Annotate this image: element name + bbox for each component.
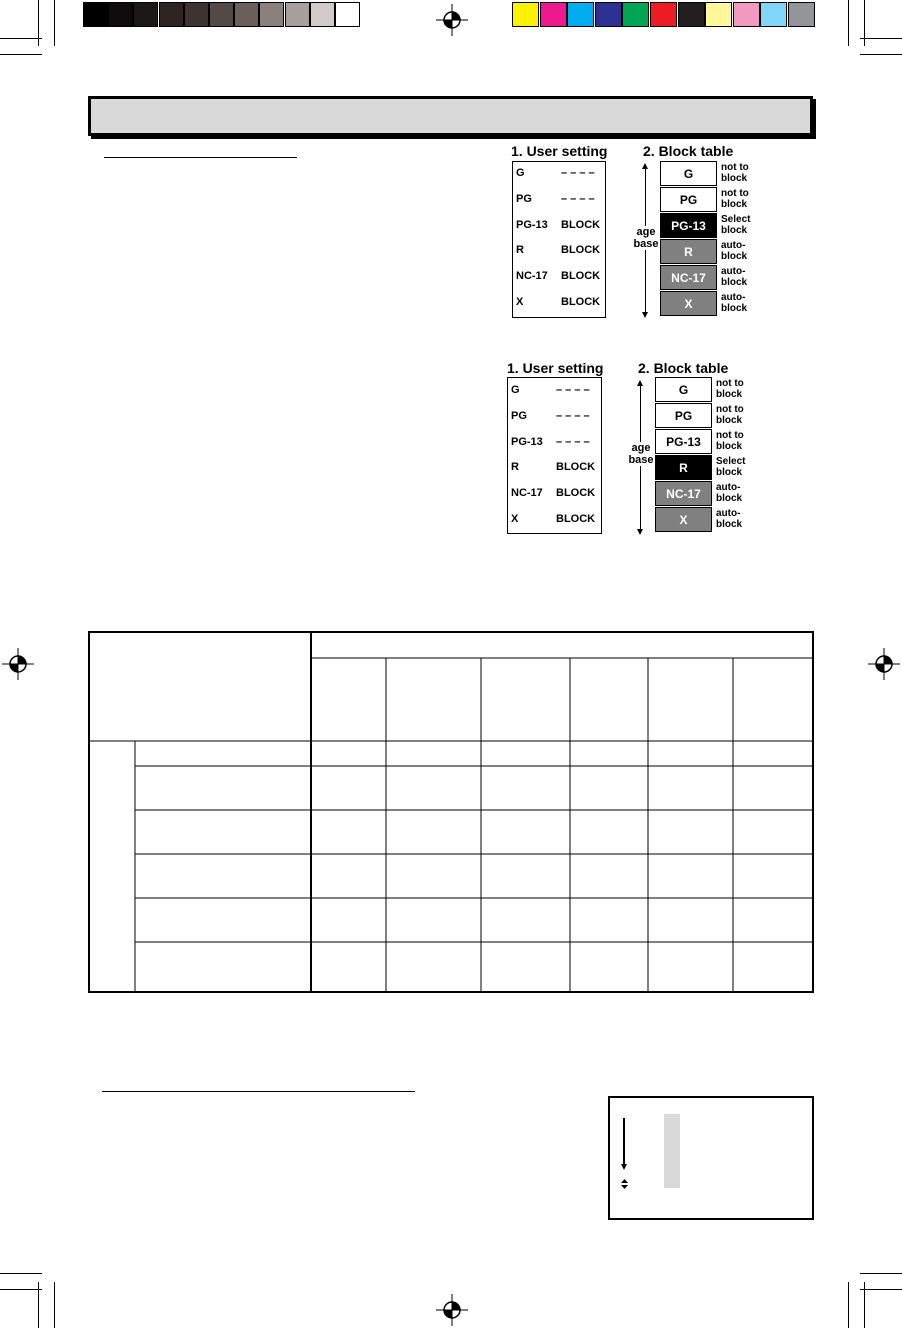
age-base-label: age base (625, 442, 657, 466)
section-title-bar (88, 96, 813, 136)
heading-underline-2 (102, 1091, 415, 1092)
gray-swatch (234, 2, 259, 27)
block-table-note: not to block (721, 162, 749, 184)
rating-table (88, 631, 814, 993)
gray-swatch (133, 2, 158, 27)
user-setting-value: BLOCK (561, 244, 601, 257)
block-table-cell: PG-13 (655, 429, 712, 454)
arrow-down-icon (637, 529, 643, 535)
color-swatch (760, 2, 787, 27)
gray-swatch (285, 2, 310, 27)
user-setting-rating: R (511, 461, 519, 474)
block-table-cell: NC-17 (660, 265, 717, 290)
user-setting-rating: X (511, 513, 519, 525)
user-setting-value: BLOCK (561, 296, 601, 308)
block-table-title: 2. Block table (643, 143, 734, 159)
block-table-cell: PG (660, 187, 717, 212)
user-setting-rating: PG-13 (511, 435, 543, 448)
block-table-note: not to block (716, 378, 744, 400)
user-setting-value: – – – – (561, 167, 595, 179)
user-setting-rating: PG (511, 409, 527, 422)
color-swatch (540, 2, 567, 27)
arrow-up-icon (642, 163, 648, 169)
block-table-cell: PG (655, 403, 712, 428)
user-setting-rating: PG-13 (516, 218, 548, 231)
color-swatch (595, 2, 622, 27)
user-setting-rating: NC-17 (516, 270, 548, 283)
user-setting-rating: X (516, 296, 524, 308)
block-table-note: auto- block (721, 292, 748, 314)
block-table-note: Select block (721, 214, 751, 236)
block-table-cell: PG-13 (660, 213, 717, 238)
user-setting-title: 1. User setting (511, 143, 608, 159)
arrow-down-icon (642, 312, 648, 318)
color-swatch (512, 2, 539, 27)
color-swatch (705, 2, 732, 27)
gray-swatch (209, 2, 234, 27)
block-table-note: Select block (716, 456, 746, 478)
user-setting-value: BLOCK (561, 218, 601, 231)
gray-swatch (259, 2, 284, 27)
block-table-cell: G (660, 161, 717, 186)
arrow-up-icon (637, 380, 643, 386)
registration-mark-left (2, 648, 34, 680)
screen-menu-box (608, 1096, 814, 1220)
block-table-note: not to block (716, 404, 744, 426)
block-table-note: not to block (721, 188, 749, 210)
user-setting-value: BLOCK (556, 461, 596, 474)
user-setting-value: BLOCK (556, 487, 596, 500)
heading-underline (104, 157, 297, 158)
block-table-note: auto- block (716, 508, 743, 530)
user-setting-value: – – – – (561, 192, 595, 205)
gray-swatch (310, 2, 335, 27)
user-setting-value: – – – – (556, 409, 590, 422)
age-base-label: age base (630, 226, 662, 250)
user-setting-box (507, 377, 602, 534)
user-setting-title: 1. User setting (507, 360, 604, 376)
registration-mark-bottom (436, 1294, 468, 1326)
block-table-cell: X (655, 507, 712, 532)
up-down-icon (621, 1176, 628, 1186)
menu-highlight (664, 1114, 680, 1188)
block-table-cell: X (660, 291, 717, 316)
color-swatch (650, 2, 677, 27)
block-table-cell: R (660, 239, 717, 264)
color-swatch (678, 2, 705, 27)
color-swatch (622, 2, 649, 27)
registration-mark-right (868, 648, 900, 680)
color-swatch (567, 2, 594, 27)
gray-swatch (108, 2, 133, 27)
color-swatch (788, 2, 815, 27)
block-table-note: auto- block (721, 266, 748, 288)
block-table-cell: G (655, 377, 712, 402)
block-table-note: not to block (716, 430, 744, 452)
user-setting-rating: R (516, 244, 524, 257)
color-swatch (733, 2, 760, 27)
block-table-cell: R (655, 455, 712, 480)
block-table-title: 2. Block table (638, 360, 729, 376)
user-setting-rating: G (511, 384, 520, 396)
user-setting-rating: PG (516, 192, 532, 205)
registration-mark-top (436, 4, 468, 36)
menu-down-arrow-line (623, 1118, 625, 1166)
gray-swatch (159, 2, 184, 27)
block-table-note: auto- block (716, 482, 743, 504)
gray-swatch (335, 2, 360, 27)
user-setting-box (512, 161, 606, 318)
gray-swatch (83, 2, 108, 27)
block-table-cell: NC-17 (655, 481, 712, 506)
gray-swatch (184, 2, 209, 27)
block-table-note: auto- block (721, 240, 748, 262)
user-setting-rating: G (516, 167, 525, 179)
arrow-down-icon (621, 1164, 627, 1170)
user-setting-value: BLOCK (561, 270, 601, 283)
user-setting-value: BLOCK (556, 513, 596, 525)
user-setting-value: – – – – (556, 435, 590, 448)
user-setting-rating: NC-17 (511, 487, 543, 500)
user-setting-value: – – – – (556, 384, 590, 396)
